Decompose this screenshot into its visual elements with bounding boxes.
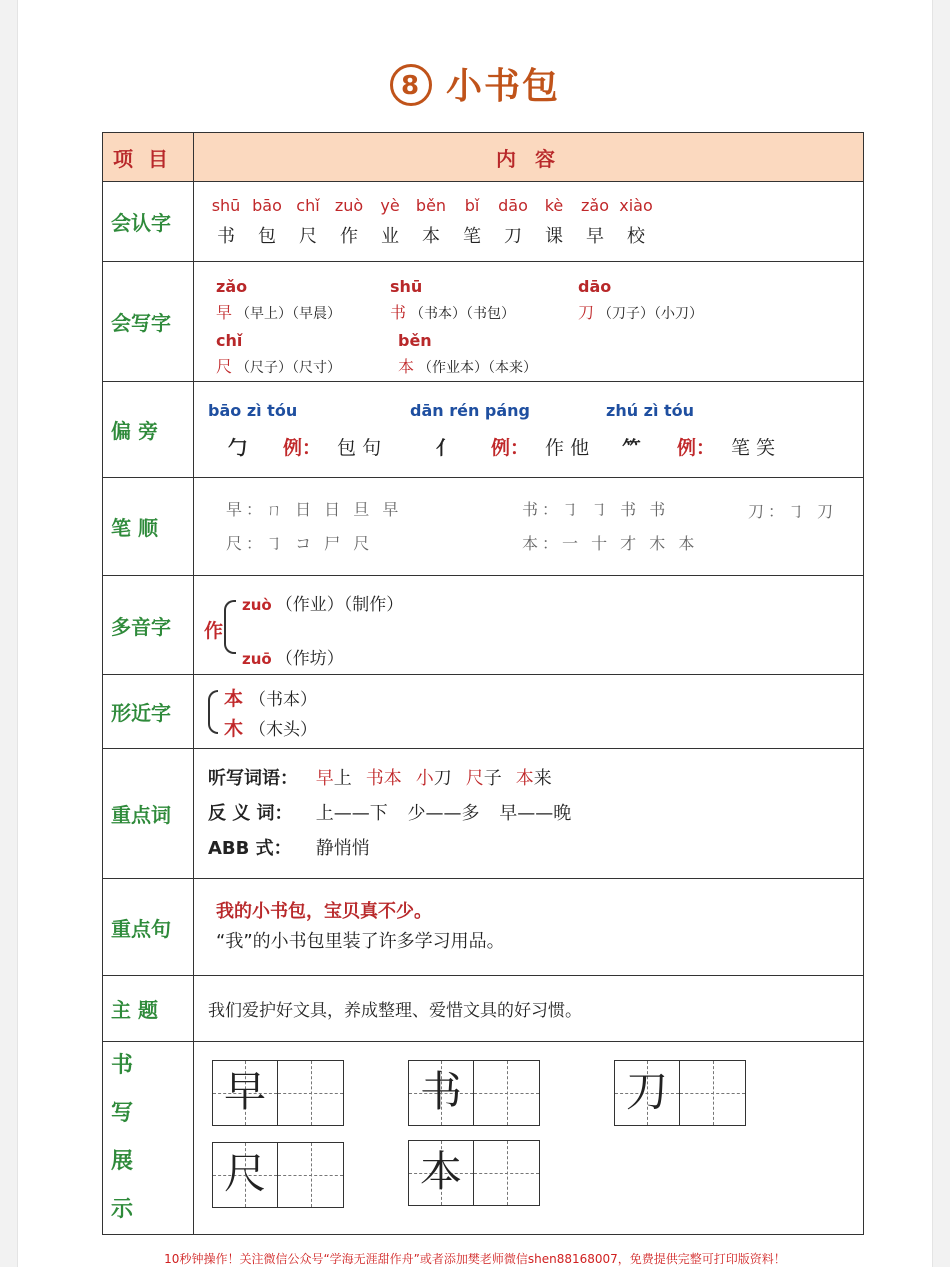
dictation-rest: 上 — [333, 768, 352, 789]
antonym-pair: 早——晚 — [499, 803, 572, 824]
row-show — [103, 1042, 864, 1235]
row-recognize — [103, 182, 864, 262]
table-header-row — [103, 133, 864, 182]
sentence-content — [194, 879, 864, 976]
polyphone-content — [194, 576, 864, 675]
radical-symbol: 亻 — [436, 436, 456, 459]
hanzi: 业 — [381, 225, 399, 247]
radical-pinyin: zhú zì tóu — [606, 400, 695, 420]
dictation-key: 小 — [415, 768, 434, 789]
row-label: 多音字 — [103, 576, 194, 675]
example-words: 包 句 — [337, 436, 382, 459]
dictation-heading: 听写词语： — [208, 768, 298, 789]
dictation-rest: 子 — [483, 768, 502, 789]
lesson-title: 小书包 — [445, 66, 560, 107]
recognize-char — [413, 196, 449, 248]
row-label: 形近字 — [103, 675, 194, 749]
row-label: 会写字 — [103, 262, 194, 382]
hanzi: 课 — [545, 225, 563, 247]
pinyin: xiào — [619, 195, 653, 215]
tianzi-grid — [614, 1060, 746, 1126]
write-content — [194, 262, 864, 382]
words: （作业本）（本来） — [418, 359, 538, 376]
pinyin: shū — [390, 276, 423, 296]
sentence-note: “我”的小书包里装了许多学习用品。 — [216, 931, 505, 952]
page-edge-left — [0, 0, 18, 1267]
write-item — [216, 277, 341, 323]
pinyin: zuò — [334, 195, 364, 215]
words: （早上）（早晨） — [236, 305, 342, 322]
pinyin: kè — [544, 195, 564, 215]
row-radicals — [103, 382, 864, 478]
polyphone-char: 作 — [204, 620, 224, 642]
antonym-heading: 反 义 词： — [208, 803, 293, 824]
recognize-char — [208, 196, 244, 248]
show-content — [194, 1042, 864, 1235]
radical-example — [622, 433, 775, 460]
brace — [224, 600, 236, 654]
tianzi-grid — [408, 1140, 540, 1206]
char: 刀 — [578, 302, 595, 322]
stroke-order: 尺：㇆ コ 尸 尺 — [226, 533, 374, 553]
brace — [208, 690, 218, 734]
radical-pinyin: dān rén páng — [410, 400, 531, 420]
char: 木 — [224, 717, 244, 740]
write-item — [578, 277, 703, 323]
row-label: 笔 顺 — [103, 478, 194, 576]
radicals-content — [194, 382, 864, 478]
char: 本 — [224, 687, 244, 710]
stroke-order: 早：ㄇ 日 日 旦 早 — [226, 499, 403, 519]
char: 书 — [390, 302, 407, 322]
example-label: 例： — [677, 436, 716, 459]
tianzi-grid — [212, 1060, 344, 1126]
stroke-order: 刀：㇆ 刀 — [748, 501, 838, 521]
tianzi-grid — [408, 1060, 540, 1126]
recognize-char — [372, 196, 408, 248]
row-theme — [103, 976, 864, 1042]
radical-example — [228, 433, 381, 460]
pinyin: bāo — [252, 195, 282, 215]
pinyin: běn — [415, 195, 447, 215]
hanzi: 尺 — [299, 225, 317, 247]
antonym-pair: 上——下 — [315, 803, 388, 824]
pinyin: zǎo — [216, 276, 248, 296]
dictation-rest: 来 — [533, 768, 552, 789]
dictation-line — [208, 761, 849, 796]
recognize-char — [495, 196, 531, 248]
page-title — [0, 58, 950, 109]
recognize-char — [536, 196, 572, 248]
grid-char: 刀 — [625, 1067, 668, 1116]
hanzi: 包 — [258, 225, 276, 247]
pinyin: běn — [398, 330, 432, 350]
similar-content — [194, 675, 864, 749]
row-label: 重点句 — [103, 879, 194, 976]
pinyin: zǎo — [581, 195, 609, 215]
pinyin: dāo — [578, 276, 612, 296]
antonym-line — [208, 796, 849, 831]
antonym-pair: 少——多 — [407, 803, 480, 824]
abb-word: 静悄悄 — [315, 838, 370, 859]
words: （刀子）（小刀） — [598, 305, 704, 322]
hanzi: 书 — [217, 225, 235, 247]
words: （作坊） — [275, 649, 344, 669]
pinyin: chǐ — [296, 195, 320, 215]
dictation-key: 本 — [515, 768, 534, 789]
key-sentence: 我的小书包，宝贝真不少。 — [216, 901, 432, 922]
hanzi: 作 — [340, 225, 358, 247]
example-words: 笔 笑 — [731, 436, 776, 459]
char: 尺 — [216, 356, 233, 376]
stroke-order: 书：㇆ ㇆ 书 书 — [522, 499, 670, 519]
recognize-char — [290, 196, 326, 248]
row-sentence — [103, 879, 864, 976]
pinyin: bǐ — [464, 195, 480, 215]
dictation-word — [366, 768, 402, 789]
recognize-char — [454, 196, 490, 248]
dictation-word — [516, 768, 552, 789]
pinyin: shū — [211, 195, 241, 215]
row-label: 偏 旁 — [103, 382, 194, 478]
write-item — [390, 277, 515, 323]
abb-heading: ABB 式： — [208, 838, 292, 859]
dictation-list — [316, 768, 566, 789]
row-similar — [103, 675, 864, 749]
hanzi: 校 — [627, 225, 645, 247]
stroke-order: 本：一 十 才 木 本 — [522, 533, 699, 553]
radical-symbol: 勹 — [228, 436, 248, 459]
recognize-content — [194, 182, 864, 262]
write-item — [398, 331, 537, 377]
pinyin: zuò — [242, 596, 272, 614]
grid-char: 尺 — [223, 1149, 266, 1198]
row-label: 重点词 — [103, 749, 194, 879]
example-label: 例： — [283, 436, 322, 459]
dictation-key: 尺 — [465, 768, 484, 789]
char: 本 — [398, 356, 415, 376]
example-words: 作 他 — [545, 436, 590, 459]
words: （书本）（书包） — [410, 305, 516, 322]
hanzi: 本 — [422, 225, 440, 247]
row-strokes — [103, 478, 864, 576]
hanzi: 笔 — [463, 225, 481, 247]
dictation-word — [466, 768, 502, 789]
write-item — [216, 331, 341, 377]
example-label: 例： — [491, 436, 530, 459]
words: （木头） — [249, 719, 318, 740]
grid-char: 书 — [419, 1067, 462, 1116]
summary-table — [102, 132, 864, 1235]
radical-symbol: ⺮ — [622, 436, 642, 459]
keywords-content — [194, 749, 864, 879]
abb-line — [208, 831, 849, 866]
similar-item — [224, 684, 317, 711]
radical-pinyin: bāo zì tóu — [208, 400, 298, 420]
hanzi: 早 — [586, 225, 604, 247]
dictation-word — [316, 768, 352, 789]
reading — [242, 644, 344, 669]
header-item: 项 目 — [103, 133, 194, 182]
dictation-key: 书本 — [365, 768, 402, 789]
page-edge-right — [932, 0, 950, 1267]
row-write — [103, 262, 864, 382]
similar-item — [224, 714, 317, 741]
row-keywords — [103, 749, 864, 879]
pinyin: zuō — [242, 650, 272, 668]
show-label-line1: 书 写 — [111, 1053, 148, 1126]
dictation-key: 早 — [315, 768, 334, 789]
hanzi: 刀 — [504, 225, 522, 247]
dictation-rest: 刀 — [433, 768, 452, 789]
strokes-content — [194, 478, 864, 576]
theme-text: 我们爱护好文具，养成整理、爱惜文具的好习惯。 — [194, 976, 864, 1042]
recognize-char-list — [208, 196, 849, 248]
grid-char: 本 — [419, 1147, 462, 1196]
char: 早 — [216, 302, 233, 322]
show-label-line2: 展 示 — [111, 1149, 148, 1222]
footer-note: 10秒钟操作！关注微信公众号“学海无涯甜作舟”或者添加樊老师微信shen88168007，免费提供完整可打印版资料！ — [164, 1252, 786, 1266]
words: （尺子）（尺寸） — [236, 359, 342, 376]
row-label — [103, 1042, 194, 1235]
recognize-char — [331, 196, 367, 248]
dictation-word — [416, 768, 452, 789]
pinyin: chǐ — [216, 330, 243, 350]
row-polyphone — [103, 576, 864, 675]
pinyin: yè — [380, 195, 400, 215]
pinyin: dāo — [498, 195, 528, 215]
lesson-number: 8 — [390, 64, 432, 106]
tianzi-grid — [212, 1142, 344, 1208]
grid-char: 早 — [223, 1067, 266, 1116]
recognize-char — [577, 196, 613, 248]
words: （书本） — [249, 689, 318, 710]
recognize-char — [618, 196, 654, 248]
header-content: 内 容 — [194, 133, 864, 182]
row-label: 主 题 — [103, 976, 194, 1042]
row-label: 会认字 — [103, 182, 194, 262]
recognize-char — [249, 196, 285, 248]
reading — [242, 590, 403, 615]
radical-example — [436, 433, 589, 460]
words: （作业）（制作） — [275, 595, 404, 615]
